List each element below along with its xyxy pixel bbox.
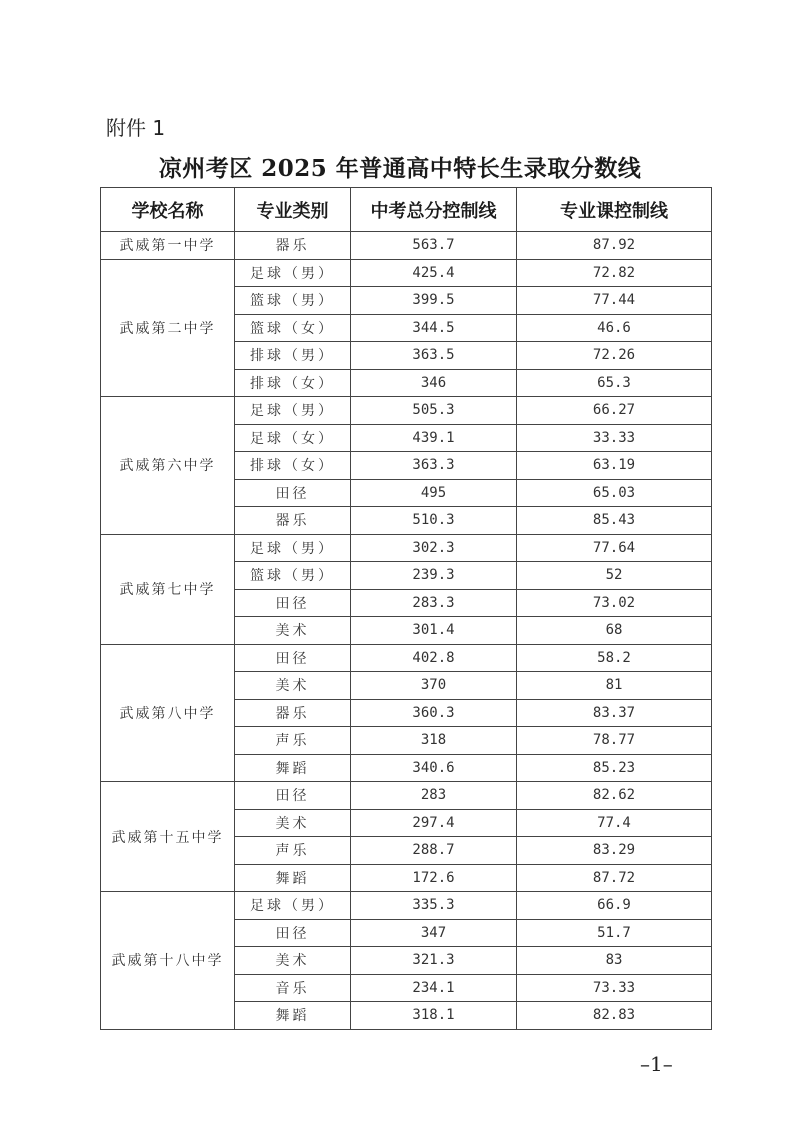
major-cell: 足球（男） xyxy=(235,892,351,920)
header-total-score-line: 中考总分控制线 xyxy=(351,188,517,232)
total-score-cell: 510.3 xyxy=(351,507,517,535)
school-name-cell: 武威第七中学 xyxy=(101,534,235,644)
total-score-cell: 318.1 xyxy=(351,1002,517,1030)
total-score-cell: 302.3 xyxy=(351,534,517,562)
total-score-cell: 288.7 xyxy=(351,837,517,865)
specialty-score-cell: 72.26 xyxy=(517,342,712,370)
school-name-cell: 武威第一中学 xyxy=(101,232,235,260)
specialty-score-cell: 83.37 xyxy=(517,699,712,727)
attachment-label: 附件 1 xyxy=(106,116,166,140)
specialty-score-cell: 87.72 xyxy=(517,864,712,892)
total-score-cell: 335.3 xyxy=(351,892,517,920)
total-score-cell: 363.3 xyxy=(351,452,517,480)
specialty-score-cell: 33.33 xyxy=(517,424,712,452)
specialty-score-cell: 66.9 xyxy=(517,892,712,920)
major-cell: 器乐 xyxy=(235,232,351,260)
major-cell: 篮球（女） xyxy=(235,314,351,342)
total-score-cell: 563.7 xyxy=(351,232,517,260)
total-score-cell: 360.3 xyxy=(351,699,517,727)
specialty-score-cell: 63.19 xyxy=(517,452,712,480)
total-score-cell: 402.8 xyxy=(351,644,517,672)
specialty-score-cell: 77.44 xyxy=(517,287,712,315)
specialty-score-cell: 77.4 xyxy=(517,809,712,837)
table-body xyxy=(101,232,712,1030)
major-cell: 排球（女） xyxy=(235,452,351,480)
total-score-cell: 172.6 xyxy=(351,864,517,892)
total-score-cell: 505.3 xyxy=(351,397,517,425)
major-cell: 声乐 xyxy=(235,727,351,755)
table-row xyxy=(101,782,712,810)
major-cell: 舞蹈 xyxy=(235,754,351,782)
total-score-cell: 346 xyxy=(351,369,517,397)
major-cell: 田径 xyxy=(235,782,351,810)
school-name-cell: 武威第六中学 xyxy=(101,397,235,535)
table-row xyxy=(101,644,712,672)
specialty-score-cell: 85.23 xyxy=(517,754,712,782)
major-cell: 田径 xyxy=(235,644,351,672)
specialty-score-cell: 73.02 xyxy=(517,589,712,617)
table-row xyxy=(101,232,712,260)
table-header-row xyxy=(101,188,712,232)
specialty-score-cell: 65.03 xyxy=(517,479,712,507)
total-score-cell: 347 xyxy=(351,919,517,947)
major-cell: 足球（男） xyxy=(235,259,351,287)
specialty-score-cell: 73.33 xyxy=(517,974,712,1002)
major-cell: 美术 xyxy=(235,947,351,975)
school-name-cell: 武威第二中学 xyxy=(101,259,235,397)
major-cell: 美术 xyxy=(235,809,351,837)
total-score-cell: 340.6 xyxy=(351,754,517,782)
specialty-score-cell: 82.83 xyxy=(517,1002,712,1030)
header-major-category: 专业类别 xyxy=(235,188,351,232)
header-specialty-score-line: 专业课控制线 xyxy=(517,188,712,232)
major-cell: 美术 xyxy=(235,672,351,700)
major-cell: 田径 xyxy=(235,589,351,617)
specialty-score-cell: 81 xyxy=(517,672,712,700)
major-cell: 足球（男） xyxy=(235,397,351,425)
specialty-score-cell: 82.62 xyxy=(517,782,712,810)
total-score-cell: 297.4 xyxy=(351,809,517,837)
specialty-score-cell: 65.3 xyxy=(517,369,712,397)
specialty-score-cell: 46.6 xyxy=(517,314,712,342)
major-cell: 舞蹈 xyxy=(235,864,351,892)
total-score-cell: 239.3 xyxy=(351,562,517,590)
major-cell: 声乐 xyxy=(235,837,351,865)
major-cell: 器乐 xyxy=(235,507,351,535)
specialty-score-cell: 83 xyxy=(517,947,712,975)
total-score-cell: 439.1 xyxy=(351,424,517,452)
specialty-score-cell: 77.64 xyxy=(517,534,712,562)
header-school-name: 学校名称 xyxy=(101,188,235,232)
total-score-cell: 370 xyxy=(351,672,517,700)
total-score-cell: 399.5 xyxy=(351,287,517,315)
major-cell: 足球（女） xyxy=(235,424,351,452)
specialty-score-cell: 66.27 xyxy=(517,397,712,425)
specialty-score-cell: 52 xyxy=(517,562,712,590)
specialty-score-cell: 78.77 xyxy=(517,727,712,755)
total-score-cell: 425.4 xyxy=(351,259,517,287)
major-cell: 排球（女） xyxy=(235,369,351,397)
school-name-cell: 武威第八中学 xyxy=(101,644,235,782)
specialty-score-cell: 83.29 xyxy=(517,837,712,865)
total-score-cell: 301.4 xyxy=(351,617,517,645)
specialty-score-cell: 87.92 xyxy=(517,232,712,260)
total-score-cell: 321.3 xyxy=(351,947,517,975)
major-cell: 舞蹈 xyxy=(235,1002,351,1030)
major-cell: 足球（男） xyxy=(235,534,351,562)
table-row xyxy=(101,534,712,562)
major-cell: 音乐 xyxy=(235,974,351,1002)
document-title: 凉州考区 2025 年普通高中特长生录取分数线 xyxy=(158,155,642,182)
major-cell: 田径 xyxy=(235,919,351,947)
major-cell: 篮球（男） xyxy=(235,562,351,590)
table-row xyxy=(101,259,712,287)
major-cell: 排球（男） xyxy=(235,342,351,370)
specialty-score-cell: 85.43 xyxy=(517,507,712,535)
admission-score-table xyxy=(100,187,712,1030)
specialty-score-cell: 68 xyxy=(517,617,712,645)
major-cell: 田径 xyxy=(235,479,351,507)
major-cell: 篮球（男） xyxy=(235,287,351,315)
total-score-cell: 495 xyxy=(351,479,517,507)
school-name-cell: 武威第十八中学 xyxy=(101,892,235,1030)
page-number: –1– xyxy=(640,1052,673,1076)
major-cell: 器乐 xyxy=(235,699,351,727)
total-score-cell: 283.3 xyxy=(351,589,517,617)
total-score-cell: 344.5 xyxy=(351,314,517,342)
major-cell: 美术 xyxy=(235,617,351,645)
specialty-score-cell: 72.82 xyxy=(517,259,712,287)
table-row xyxy=(101,892,712,920)
specialty-score-cell: 51.7 xyxy=(517,919,712,947)
table-row xyxy=(101,397,712,425)
total-score-cell: 283 xyxy=(351,782,517,810)
specialty-score-cell: 58.2 xyxy=(517,644,712,672)
total-score-cell: 363.5 xyxy=(351,342,517,370)
total-score-cell: 234.1 xyxy=(351,974,517,1002)
total-score-cell: 318 xyxy=(351,727,517,755)
school-name-cell: 武威第十五中学 xyxy=(101,782,235,892)
